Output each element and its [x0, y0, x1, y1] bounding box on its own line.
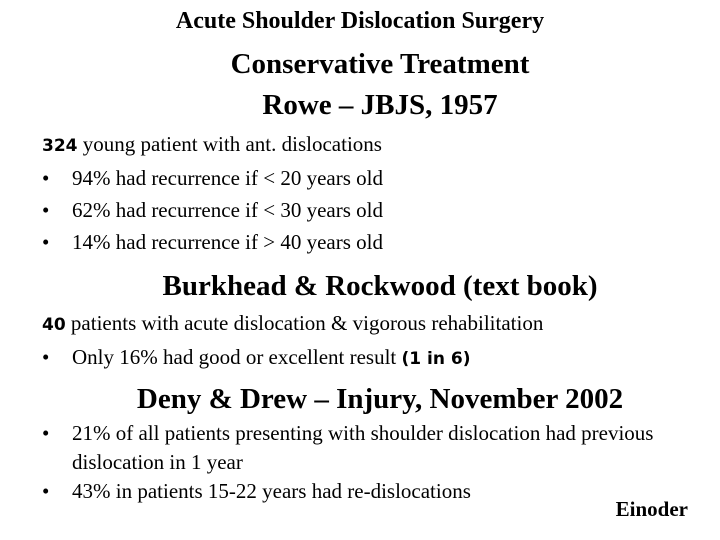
list-item: • 21% of all patients presenting with shoulder dislocation had previous dislocation in 1 year [42, 421, 654, 474]
slide-title: Acute Shoulder Dislocation Surgery [175, 8, 545, 34]
list-item: • Only 16% had good or excellent result (1 in 6) [42, 341, 543, 375]
burkhead-intro [42, 307, 543, 341]
list-item: • 94% had recurrence if < 20 years old [42, 162, 383, 194]
list-item: • 62% had recurrence if < 30 years old [42, 194, 383, 226]
bullet-icon: • [42, 230, 50, 254]
heading-rowe: Rowe – JBJS, 1957 [262, 89, 498, 121]
burkhead-block [42, 307, 543, 375]
heading-conservative-treatment: Conservative Treatment [230, 48, 530, 80]
bullet-icon: • [42, 198, 50, 222]
rowe-intro-number: 324 [42, 136, 78, 156]
list-item: • 43% in patients 15-22 years had re-dislocations [42, 477, 662, 506]
rowe-intro-text: young patient with ant. dislocations [77, 132, 382, 156]
burkhead-intro-number: 40 [42, 315, 66, 335]
rowe-intro [42, 128, 383, 162]
ratio-text: (1 in 6) [401, 349, 471, 369]
heading-deny-drew: Deny & Drew – Injury, November 2002 [136, 383, 624, 415]
bullet-icon: • [42, 421, 50, 445]
rowe-block [42, 128, 383, 258]
author-signature: Einoder [615, 497, 688, 521]
list-item: • 14% had recurrence if > 40 years old [42, 226, 383, 258]
bullet-icon: • [42, 345, 50, 369]
deny-block [42, 419, 662, 506]
bullet-icon: • [42, 166, 50, 190]
bullet-icon: • [42, 479, 50, 503]
burkhead-bullet-list [42, 341, 543, 375]
heading-burkhead-rockwood: Burkhead & Rockwood (text book) [162, 270, 598, 302]
burkhead-intro-text: patients with acute dislocation & vigorous rehabilitation [65, 311, 544, 335]
deny-bullet-list [42, 419, 662, 506]
rowe-bullet-list [42, 162, 383, 258]
